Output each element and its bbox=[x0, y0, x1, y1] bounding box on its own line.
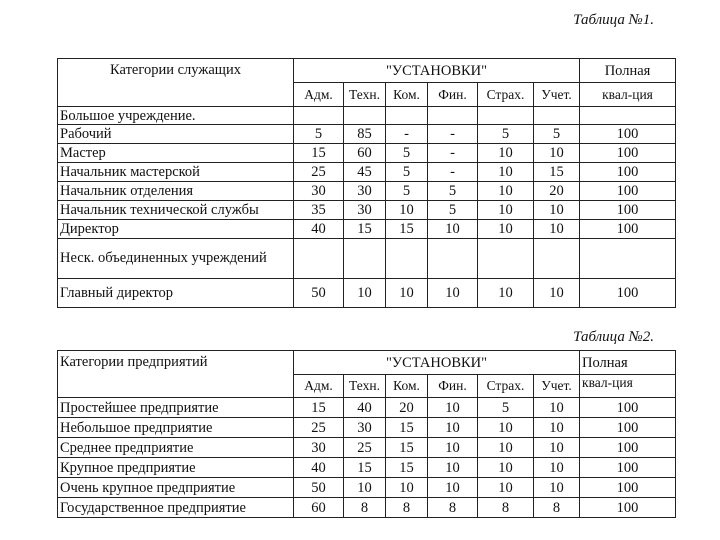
cell: 10 bbox=[478, 144, 534, 163]
table-row bbox=[58, 239, 676, 279]
cell: 10 bbox=[428, 398, 478, 418]
cell: 10 bbox=[428, 220, 478, 239]
table-row bbox=[58, 279, 676, 308]
cell: 10 bbox=[478, 438, 534, 458]
cell: 85 bbox=[344, 125, 386, 144]
table-row bbox=[58, 478, 676, 498]
cell: 50 bbox=[294, 279, 344, 308]
row-label: Начальник технической службы bbox=[58, 201, 294, 220]
cell: 15 bbox=[294, 144, 344, 163]
enterprise-categories-table bbox=[57, 350, 676, 518]
row-label: Среднее предприятие bbox=[58, 438, 294, 458]
cell: 100 bbox=[580, 398, 676, 418]
cell: 10 bbox=[534, 418, 580, 438]
cell: 8 bbox=[534, 498, 580, 518]
subheader: Страх. bbox=[478, 83, 534, 107]
cell: 35 bbox=[294, 201, 344, 220]
cell: 40 bbox=[344, 398, 386, 418]
subheader: Ком. bbox=[386, 83, 428, 107]
header-full-qual-line2: квал-ция bbox=[580, 375, 676, 398]
cell: 10 bbox=[386, 201, 428, 220]
cell: - bbox=[386, 125, 428, 144]
cell: 8 bbox=[386, 498, 428, 518]
cell: 10 bbox=[534, 144, 580, 163]
cell: 5 bbox=[294, 125, 344, 144]
subheader: Техн. bbox=[344, 83, 386, 107]
cell: 60 bbox=[344, 144, 386, 163]
cell: 5 bbox=[386, 144, 428, 163]
row-label: Небольшое предприятие bbox=[58, 418, 294, 438]
table-row bbox=[58, 498, 676, 518]
cell: 10 bbox=[478, 458, 534, 478]
cell: 10 bbox=[534, 458, 580, 478]
cell: 100 bbox=[580, 144, 676, 163]
group-header-settings: "УСТАНОВКИ" bbox=[294, 59, 580, 83]
cell: 20 bbox=[534, 182, 580, 201]
cell: 25 bbox=[344, 438, 386, 458]
cell: 5 bbox=[428, 201, 478, 220]
row-label: Главный директор bbox=[58, 279, 294, 308]
table-row bbox=[58, 458, 676, 478]
cell: 10 bbox=[478, 220, 534, 239]
table-row bbox=[58, 107, 676, 125]
cell: 10 bbox=[478, 163, 534, 182]
header-full-qual-line1: Полная bbox=[580, 351, 676, 375]
subheader: Учет. bbox=[534, 83, 580, 107]
cell: 10 bbox=[534, 220, 580, 239]
cell: 8 bbox=[344, 498, 386, 518]
cell: 15 bbox=[344, 220, 386, 239]
table-row bbox=[58, 125, 676, 144]
cell: 10 bbox=[534, 398, 580, 418]
cell: 30 bbox=[294, 438, 344, 458]
table-row bbox=[58, 163, 676, 182]
cell: 25 bbox=[294, 163, 344, 182]
subheader: Адм. bbox=[294, 83, 344, 107]
cell: 50 bbox=[294, 478, 344, 498]
table-row bbox=[58, 418, 676, 438]
cell: 100 bbox=[580, 279, 676, 308]
header-full-qual-line2: квал-ция bbox=[580, 83, 676, 107]
table-row bbox=[58, 398, 676, 418]
row-label: Крупное предприятие bbox=[58, 458, 294, 478]
cell: 15 bbox=[534, 163, 580, 182]
cell: 100 bbox=[580, 418, 676, 438]
cell: 15 bbox=[386, 418, 428, 438]
subheader: Техн. bbox=[344, 375, 386, 398]
cell: 100 bbox=[580, 163, 676, 182]
cell: 10 bbox=[534, 279, 580, 308]
cell: 8 bbox=[478, 498, 534, 518]
cell: 5 bbox=[386, 163, 428, 182]
row-label: Простейшее предприятие bbox=[58, 398, 294, 418]
cell: 100 bbox=[580, 478, 676, 498]
cell: 100 bbox=[580, 125, 676, 144]
cell: 5 bbox=[478, 398, 534, 418]
row-label: Начальник отделения bbox=[58, 182, 294, 201]
cell: 10 bbox=[478, 201, 534, 220]
cell: 10 bbox=[428, 418, 478, 438]
cell: 40 bbox=[294, 220, 344, 239]
cell: 100 bbox=[580, 220, 676, 239]
employee-categories-table bbox=[57, 58, 676, 308]
cell: 10 bbox=[344, 279, 386, 308]
group-header-settings: "УСТАНОВКИ" bbox=[294, 351, 580, 375]
cell: 10 bbox=[428, 438, 478, 458]
row-label: Очень крупное предприятие bbox=[58, 478, 294, 498]
cell: 10 bbox=[534, 438, 580, 458]
cell: 15 bbox=[386, 458, 428, 478]
cell: 15 bbox=[386, 220, 428, 239]
header-full-qual-line1: Полная bbox=[580, 59, 676, 83]
cell: 40 bbox=[294, 458, 344, 478]
cell: 15 bbox=[294, 398, 344, 418]
subheader: Страх. bbox=[478, 375, 534, 398]
row-label: Директор bbox=[58, 220, 294, 239]
cell: 100 bbox=[580, 458, 676, 478]
cell: - bbox=[428, 144, 478, 163]
cell: 30 bbox=[344, 201, 386, 220]
cell: 100 bbox=[580, 201, 676, 220]
table1-caption: Таблица №1. bbox=[573, 12, 654, 28]
cell: 30 bbox=[294, 182, 344, 201]
row-label: Государственное предприятие bbox=[58, 498, 294, 518]
cell: 5 bbox=[478, 125, 534, 144]
cell: 8 bbox=[428, 498, 478, 518]
table-row bbox=[58, 438, 676, 458]
cell: 30 bbox=[344, 418, 386, 438]
cell: 5 bbox=[428, 182, 478, 201]
table-row bbox=[58, 220, 676, 239]
subheader: Учет. bbox=[534, 375, 580, 398]
row-label: Рабочий bbox=[58, 125, 294, 144]
table-row bbox=[58, 201, 676, 220]
cell: 10 bbox=[428, 279, 478, 308]
cell: 10 bbox=[534, 478, 580, 498]
subheader: Адм. bbox=[294, 375, 344, 398]
subheader: Ком. bbox=[386, 375, 428, 398]
cell: 20 bbox=[386, 398, 428, 418]
cell: 10 bbox=[478, 182, 534, 201]
cell: 10 bbox=[344, 478, 386, 498]
cell: 5 bbox=[386, 182, 428, 201]
cell: 10 bbox=[428, 458, 478, 478]
table2-caption: Таблица №2. bbox=[573, 329, 654, 345]
col-header-categories: Категории предприятий bbox=[58, 351, 294, 398]
cell: 10 bbox=[534, 201, 580, 220]
row-label: Мастер bbox=[58, 144, 294, 163]
cell: 5 bbox=[534, 125, 580, 144]
multi-institution-label: Неск. объединенных учреждений bbox=[58, 239, 294, 279]
col-header-categories: Категории служащих bbox=[58, 59, 294, 107]
cell: 15 bbox=[386, 438, 428, 458]
subheader: Фин. bbox=[428, 375, 478, 398]
cell: 10 bbox=[478, 279, 534, 308]
cell: 45 bbox=[344, 163, 386, 182]
section-label: Большое учреждение. bbox=[58, 107, 294, 125]
cell: 10 bbox=[386, 478, 428, 498]
cell: 60 bbox=[294, 498, 344, 518]
table-row bbox=[58, 144, 676, 163]
cell: - bbox=[428, 125, 478, 144]
cell: - bbox=[428, 163, 478, 182]
cell: 100 bbox=[580, 182, 676, 201]
cell: 10 bbox=[386, 279, 428, 308]
cell: 25 bbox=[294, 418, 344, 438]
cell: 100 bbox=[580, 438, 676, 458]
table-row bbox=[58, 182, 676, 201]
cell: 10 bbox=[478, 478, 534, 498]
subheader: Фин. bbox=[428, 83, 478, 107]
cell: 10 bbox=[428, 478, 478, 498]
cell: 10 bbox=[478, 418, 534, 438]
cell: 30 bbox=[344, 182, 386, 201]
cell: 100 bbox=[580, 498, 676, 518]
row-label: Начальник мастерской bbox=[58, 163, 294, 182]
cell: 15 bbox=[344, 458, 386, 478]
